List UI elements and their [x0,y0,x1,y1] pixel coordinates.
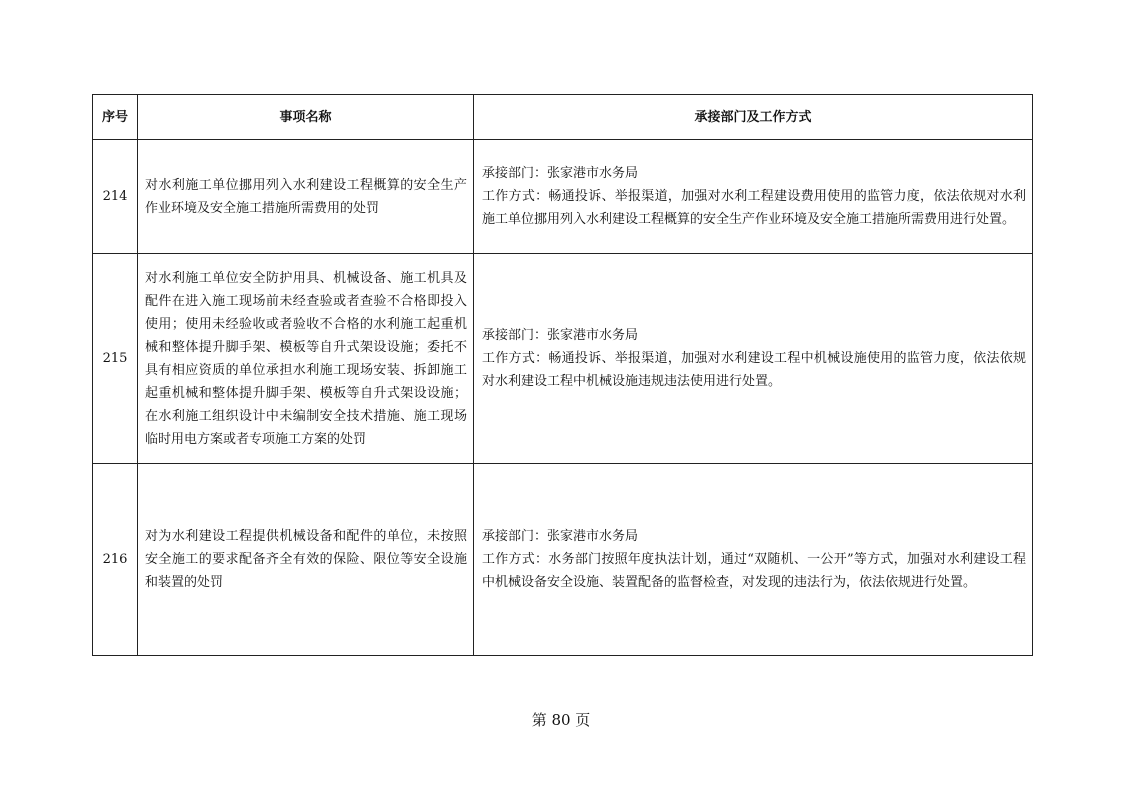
header-dept-method: 承接部门及工作方式 [474,95,1033,140]
row-dept-method [474,464,1033,656]
row-method: 工作方式：水务部门按照年度执法计划，通过“双随机、一公开”等方式，加强对水利建设工程中机械设备安全设施、装置配备的监督检查，对发现的违法行为，依法依规进行处置。 [482,552,1026,590]
row-method: 工作方式：畅通投诉、举报渠道，加强对水利工程建设费用使用的监管力度，依法依规对水利施工单位挪用列入水利建设工程概算的安全生产作业环境及安全施工措施所需费用进行处置。 [482,189,1026,227]
row-seq: 216 [93,464,138,656]
page-number: 第 80 页 [531,711,591,729]
row-item-name: 对为水利建设工程提供机械设备和配件的单位，未按照安全施工的要求配备齐全有效的保险、限位等安全设施和装置的处罚 [138,464,474,656]
header-seq: 序号 [93,95,138,140]
items-table [92,94,1033,656]
table-header-row [93,95,1033,140]
row-seq: 214 [93,140,138,254]
row-dept-method [474,254,1033,464]
table-row [93,254,1033,464]
header-item-name: 事项名称 [138,95,474,140]
row-dept: 承接部门：张家港市水务局 [482,166,639,181]
row-item-name: 对水利施工单位安全防护用具、机械设备、施工机具及配件在进入施工现场前未经查验或者查验不合格即投入使用；使用未经验收或者验收不合格的水利施工起重机械和整体提升脚手架、模板等自升式架设设施；委托不具有相应资质的单位承担水利施工现场安装、拆卸施工起重机械和整体提升脚手架、模板等自升式架设设施；在水利施工组织设计中未编制安全技术措施、施工现场临时用电方案或者专项施工方案的处罚 [138,254,474,464]
row-dept: 承接部门：张家港市水务局 [482,328,639,343]
row-dept-method [474,140,1033,254]
row-method: 工作方式：畅通投诉、举报渠道，加强对水利建设工程中机械设施使用的监管力度，依法依规对水利建设工程中机械设施违规违法使用进行处置。 [482,351,1026,389]
row-item-name: 对水利施工单位挪用列入水利建设工程概算的安全生产作业环境及安全施工措施所需费用的处罚 [138,140,474,254]
table-row [93,464,1033,656]
table-row [93,140,1033,254]
row-dept: 承接部门：张家港市水务局 [482,529,639,544]
row-seq: 215 [93,254,138,464]
